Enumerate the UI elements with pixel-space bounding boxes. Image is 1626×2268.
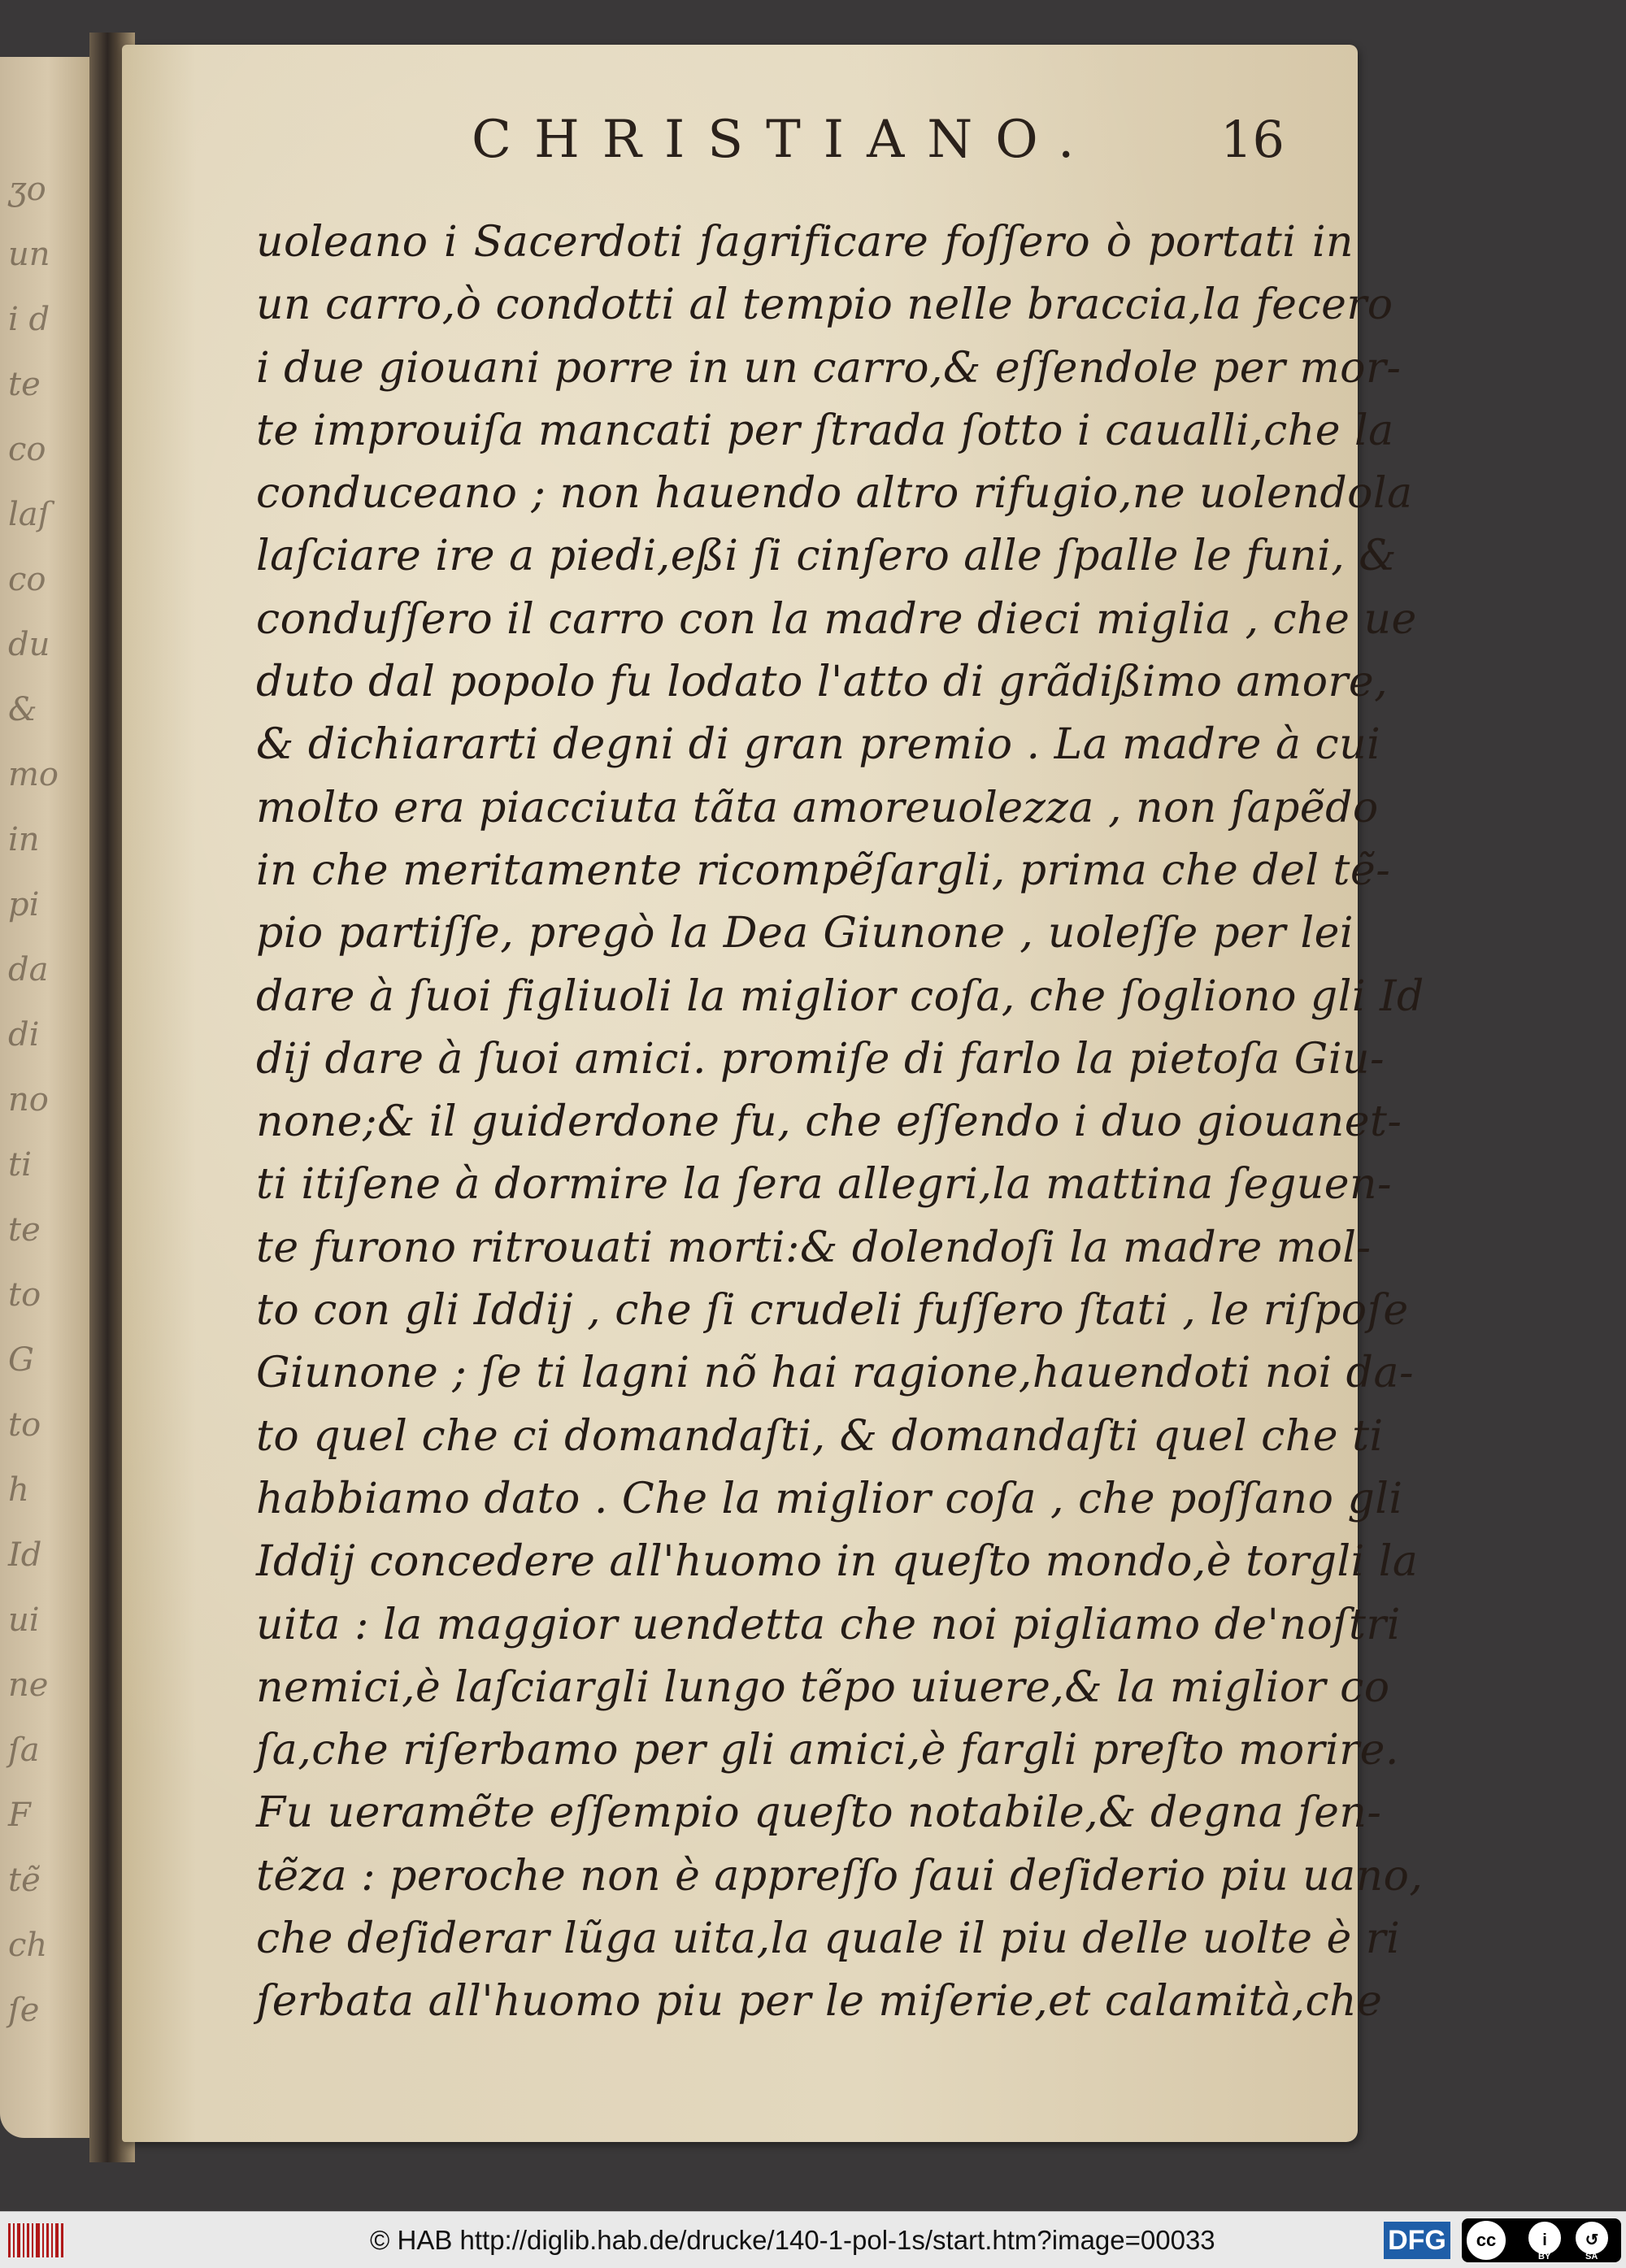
copyright-link[interactable]: © HAB http://diglib.hab.de/drucke/140-1-pol-1s/start.htm?image=00033	[370, 2225, 1215, 2255]
text-line: molto era piacciuta tãta amoreuolezza , non ſapẽdo	[256, 783, 1379, 832]
ghost-letter: mo	[8, 756, 59, 793]
text-line: dare à ſuoi figliuoli la miglior coſa, che ſogliono gli Id	[256, 971, 1424, 1021]
ghost-letter: un	[8, 236, 50, 273]
book-page	[122, 45, 1424, 2142]
ghost-letter: h	[8, 1471, 29, 1509]
page-number: 16	[1220, 110, 1285, 169]
text-block	[256, 211, 1424, 2034]
ghost-letter: G	[8, 1341, 34, 1379]
text-line: nemici,è laſciargli lungo tẽpo uiuere,& la miglior co	[256, 1662, 1390, 1712]
text-line: i due giouani porre in un carro,& eſſendole per mor-	[256, 343, 1402, 393]
dfg-logo: DFG	[1384, 2222, 1450, 2259]
text-line: che deſiderar lũga uita,la quale il piu delle uolte è ri	[256, 1914, 1401, 1964]
cc-license-badge[interactable]	[1462, 2218, 1621, 2262]
ghost-letter: du	[8, 626, 50, 663]
facing-page-edge	[0, 57, 96, 2138]
text-line: habbiamo dato . Che la miglior coſa , che poſſano gli	[256, 1474, 1403, 1523]
ghost-letter: to	[8, 1406, 41, 1444]
text-line: duto dal popolo fu lodato l'atto di grãdißimo amore,	[256, 658, 1389, 707]
ghost-letter: to	[8, 1276, 41, 1314]
license-label-by: BY	[1538, 2252, 1551, 2261]
running-head-title: CHRISTIANO.	[472, 110, 1098, 170]
text-line: laſciare ire a piedi,eßi ſi cinſero alle ſpalle le funi, &	[256, 532, 1398, 581]
text-line: te furono ritrouati morti:& dolendoſi la madre mol-	[256, 1223, 1372, 1272]
text-line: to con gli Iddij , che ſi crudeli fuſſero ſtati , le riſpoſe	[256, 1286, 1409, 1336]
ghost-letter: in	[8, 821, 40, 858]
ghost-letter: co	[8, 561, 46, 598]
text-line: Iddij concedere all'huomo in queſto mondo,è torgli la	[256, 1537, 1419, 1587]
cc-icon: cc	[1467, 2221, 1506, 2260]
text-line: pio partiſſe, pregò la Dea Giunone , uoleſſe per lei	[256, 909, 1354, 958]
text-line: Giunone ; ſe ti lagni nõ hai ragione,hauendoti noi da-	[256, 1349, 1415, 1398]
text-line: tẽza : peroche non è appreſſo ſaui deſiderio piu uano,	[256, 1851, 1424, 1901]
text-line: none;& il guiderdone fu, che eſſendo i duo giouanet-	[256, 1097, 1402, 1147]
running-head	[350, 110, 1285, 183]
text-line: ti itiſene à dormire la ſera allegri,la mattina ſeguen-	[256, 1160, 1393, 1210]
ghost-letter: di	[8, 1016, 40, 1054]
ghost-letter: ch	[8, 1927, 48, 1964]
text-line: & dichiararti degni di gran premio . La madre à cui	[256, 720, 1381, 770]
text-line: conduſſero il carro con la madre dieci miglia , che ue	[256, 594, 1417, 644]
ghost-letter: tẽ	[8, 1862, 41, 1899]
viewer-footer	[0, 2211, 1626, 2268]
ghost-letter: te	[8, 366, 41, 403]
text-line: ſerbata all'huomo piu per le miſerie,et calamità,che	[256, 1977, 1383, 2027]
ghost-letter: laſ	[8, 496, 50, 533]
ghost-letter: &	[8, 691, 37, 728]
text-line: un carro,ò condotti al tempio nelle braccia,la fecero	[256, 280, 1393, 330]
ghost-letter: te	[8, 1211, 41, 1249]
ghost-letter: no	[8, 1081, 49, 1119]
license-label-sa: SA	[1585, 2252, 1598, 2261]
sa-icon: ↺	[1576, 2222, 1608, 2254]
text-line: uita : la maggior uendetta che noi pigliamo de'noſtri	[256, 1600, 1401, 1649]
ghost-letter: ʒo	[8, 171, 46, 208]
text-line: in che meritamente ricompẽſargli, prima che del tẽ-	[256, 845, 1391, 895]
barcode-icon	[8, 2220, 65, 2261]
ghost-letter: co	[8, 431, 46, 468]
text-line: Fu ueramẽte eſſempio queſto notabile,& degna ſen-	[256, 1788, 1382, 1838]
text-line: uoleano i Sacerdoti ſagrificare foſſero ò portati in	[256, 218, 1354, 267]
text-line: to quel che ci domandaſti, & domandaſti quel che ti	[256, 1411, 1384, 1461]
ghost-letter: ne	[8, 1666, 49, 1704]
text-line: ſa,che riſerbamo per gli amici,è fargli preſto morire.	[256, 1726, 1399, 1775]
by-icon: i	[1528, 2222, 1561, 2254]
text-line: te improuiſa mancati per ſtrada ſotto i caualli,che la	[256, 406, 1394, 455]
ghost-letter: pi	[8, 886, 40, 923]
ghost-letter: F	[8, 1797, 31, 1834]
text-line: conduceano ; non hauendo altro rifugio,ne uolendola	[256, 469, 1413, 519]
ghost-letter: ſa	[8, 1731, 40, 1769]
ghost-letter: da	[8, 951, 49, 988]
ghost-letter: ſe	[8, 1992, 40, 2029]
ghost-letter: ui	[8, 1601, 40, 1639]
ghost-letter: ti	[8, 1146, 32, 1184]
text-line: dij dare à ſuoi amici. promiſe di farlo la pietoſa Giu-	[256, 1034, 1385, 1084]
ghost-letter: Id	[8, 1536, 42, 1574]
ghost-letter: i d	[8, 301, 50, 338]
